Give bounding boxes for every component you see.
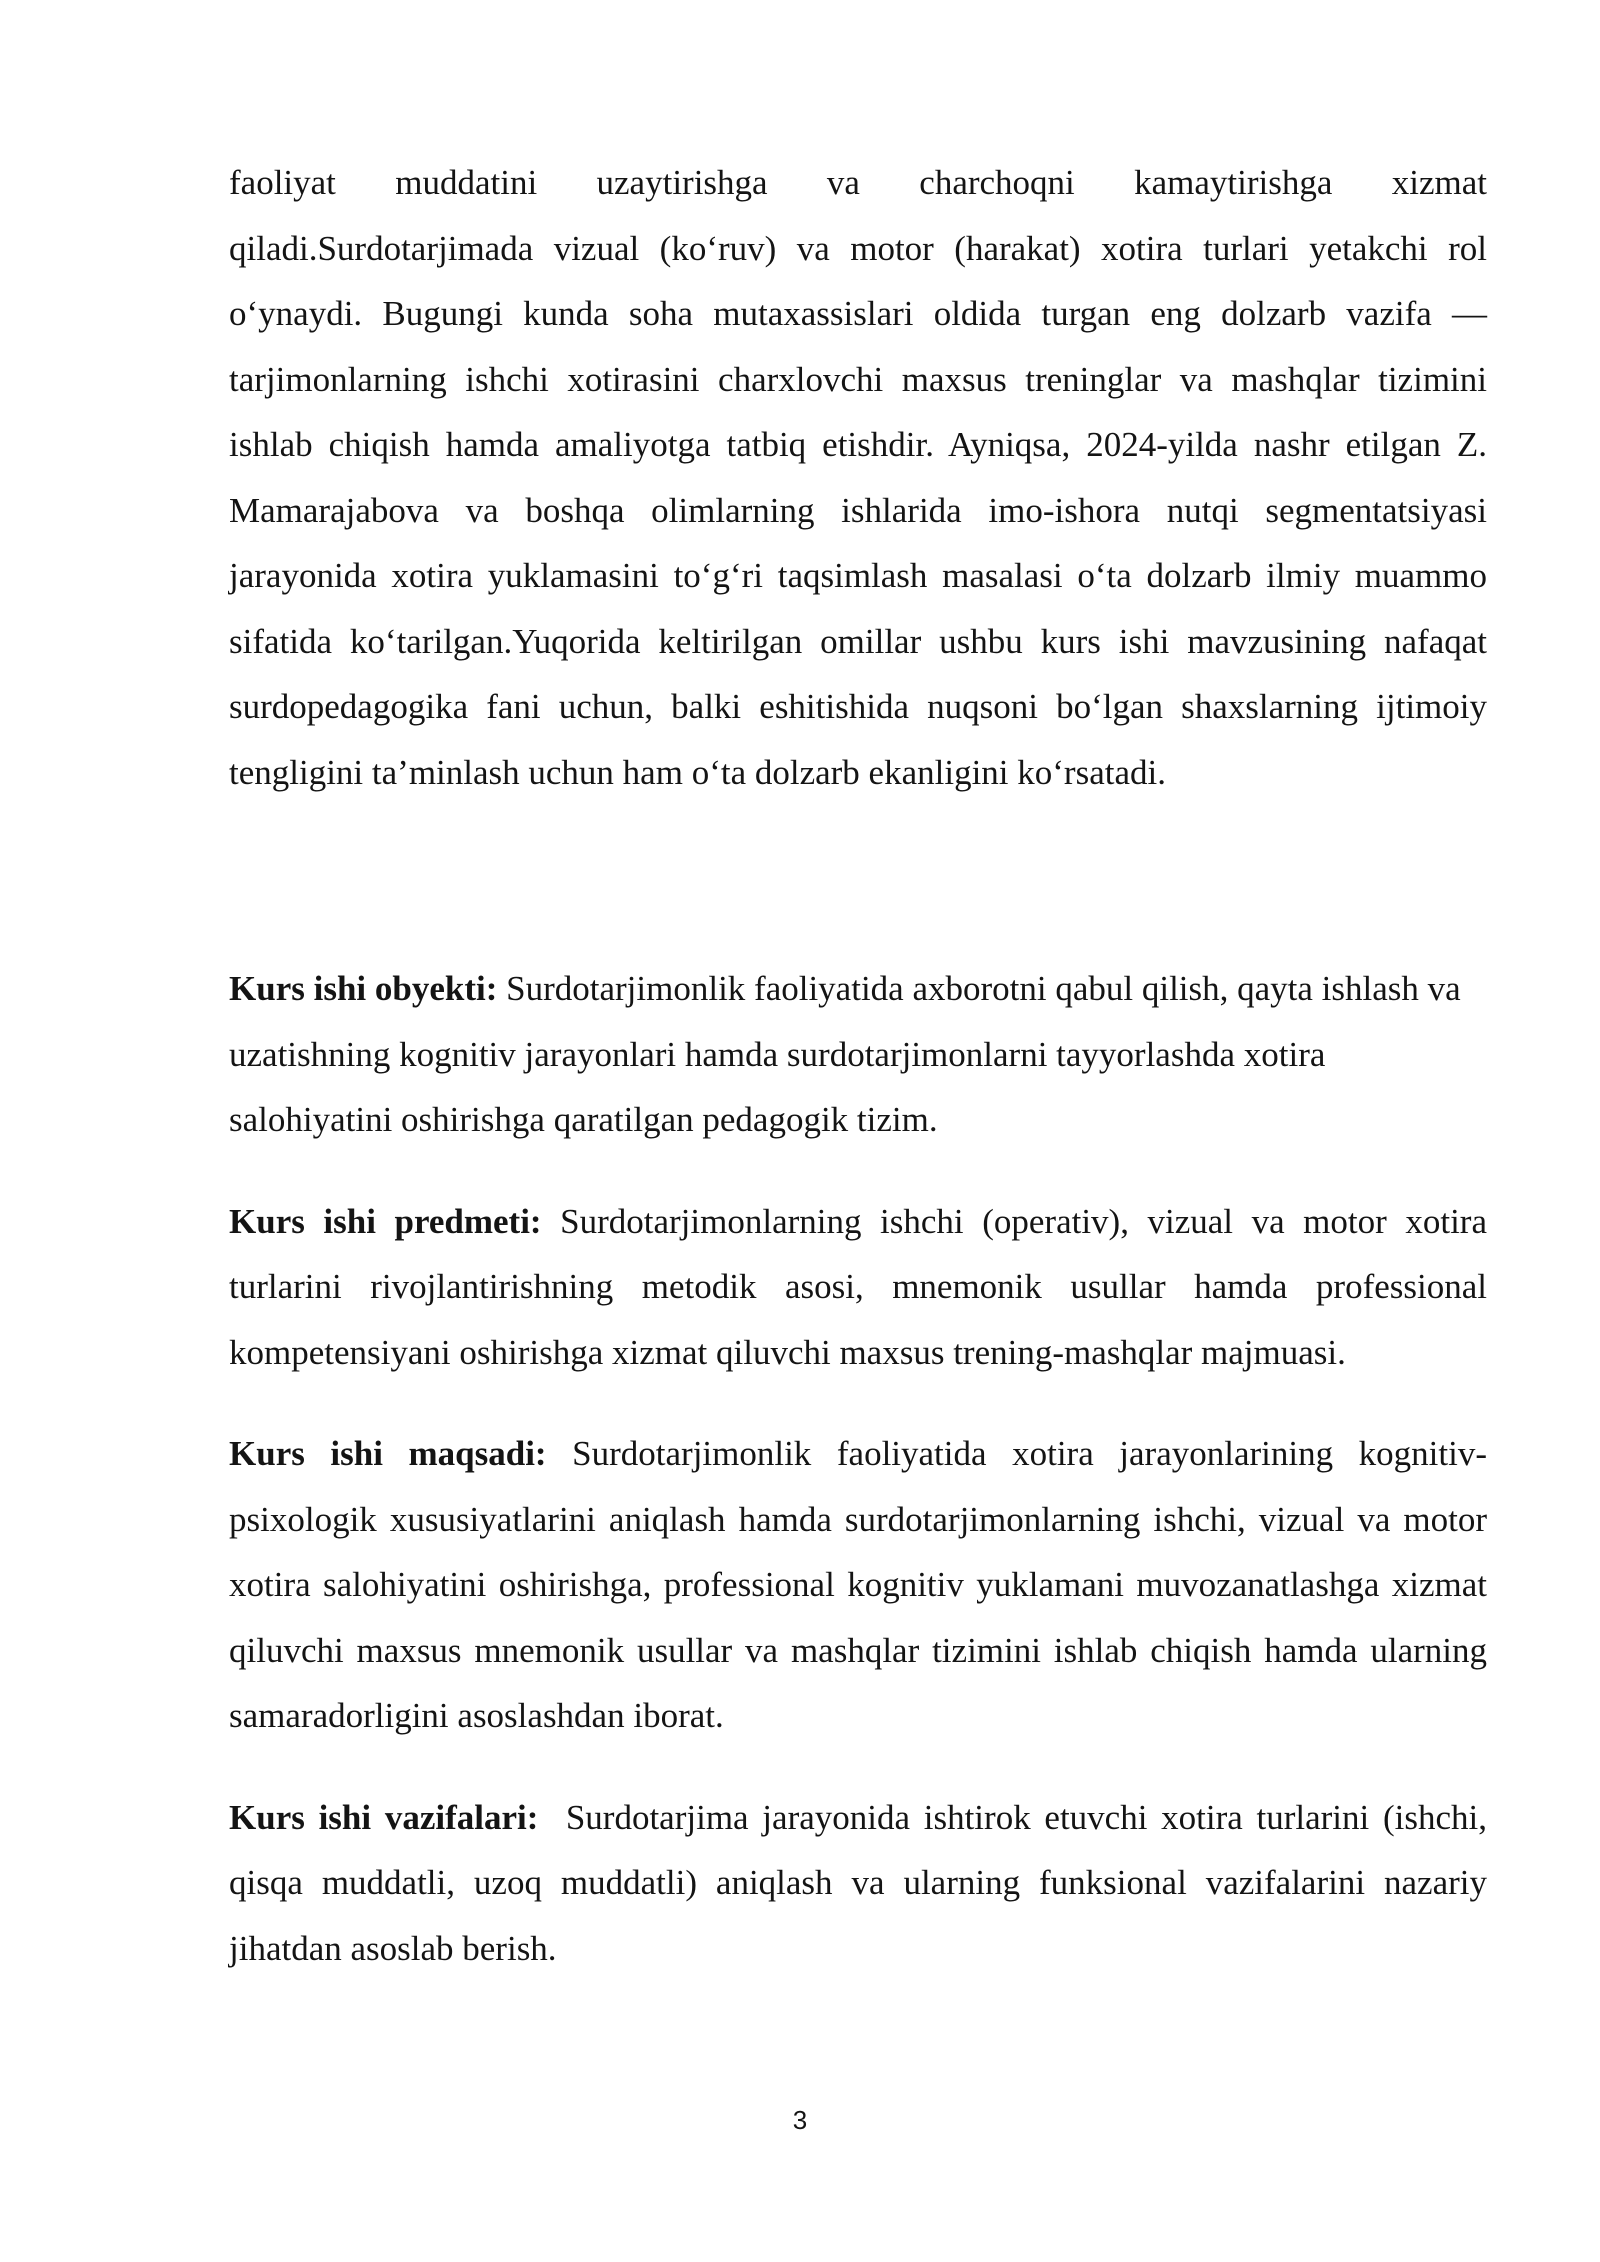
- section-maqsadi: [229, 1421, 1487, 1749]
- intro-paragraph: faoliyat muddatini uzaytirishga va charchoqni kamaytirishga xizmat qiladi.Surdotarjimada vizual (ko‘ruv) va motor (harakat) xotira turlari yetakchi rol o‘ynaydi. Bugungi kunda soha mutaxassislari oldida turgan eng dolzarb vazifa — tarjimonlarning ishchi xotirasini charxlovchi maxsus treninglar va mashqlar tizimini ishlab chiqish hamda amaliyotga tatbiq etishdir. Ayniqsa, 2024-yilda nashr etilgan Z. Mamarajabova va boshqa olimlarning ishlarida imo-ishora nutqi segmentatsiyasi jarayonida xotira yuklamasini to‘g‘ri taqsimlash masalasi o‘ta dolzarb ilmiy muammo sifatida ko‘tarilgan.Yuqorida keltirilgan omillar ushbu kurs ishi mavzusining nafaqat surdopedagogika fani uchun, balki eshitishida nuqsoni bo‘lgan shaxslarning ijtimoiy tengligini ta’minlash uchun ham o‘ta dolzarb ekanligini ko‘rsatadi.: [229, 163, 1487, 792]
- section-obyekt: [229, 956, 1487, 1153]
- section-label: Kurs ishi predmeti:: [229, 1201, 542, 1241]
- section-vazifalari: [229, 1785, 1496, 1982]
- page-number: 3: [792, 2105, 808, 2135]
- section-predmeti: [229, 1189, 1487, 1386]
- section-text: Surdotarjimonlik faoliyatida xotira jarayonlarining kognitiv-psixologik xususiyatlarini aniqlash hamda surdotarjimonlarning ishchi, vizual va motor xotira salohiyatini oshirishga, professional kognitiv yuklamani muvozanatlashga xizmat qiluvchi maxsus mnemonik usullar va mashqlar tizimini ishlab chiqish hamda ularning samaradorligini asoslashdan iborat.: [229, 1434, 1487, 1735]
- section-text: Surdotarjimonlik faoliyatida axborotni qabul qilish, qayta ishlash va uzatishning kognitiv jarayonlari hamda surdotarjimonlarni tayyorlashda xotira salohiyatini oshirishga qaratilgan pedagogik tizim.: [229, 969, 1461, 1139]
- section-text: Surdotarjimonlarning ishchi (operativ), vizual va motor xotira turlarini rivojlantirishning metodik asosi, mnemonik usullar hamda professional kompetensiyani oshirishga xizmat qiluvchi maxsus trening-mashqlar majmuasi.: [229, 1201, 1487, 1372]
- section-label: Kurs ishi vazifalari:: [229, 1797, 539, 1837]
- page-content: [229, 150, 1496, 1981]
- section-label: Kurs ishi maqsadi:: [229, 1434, 547, 1473]
- section-label: Kurs ishi obyekti:: [229, 969, 498, 1008]
- section-text: Surdotarjima jarayonida ishtirok etuvchi xotira turlarini (ishchi, qisqa muddatli, uzoq muddatli) aniqlash va ularning funksional vazifalarini nazariy jihatdan asoslab berish.: [229, 1797, 1496, 1968]
